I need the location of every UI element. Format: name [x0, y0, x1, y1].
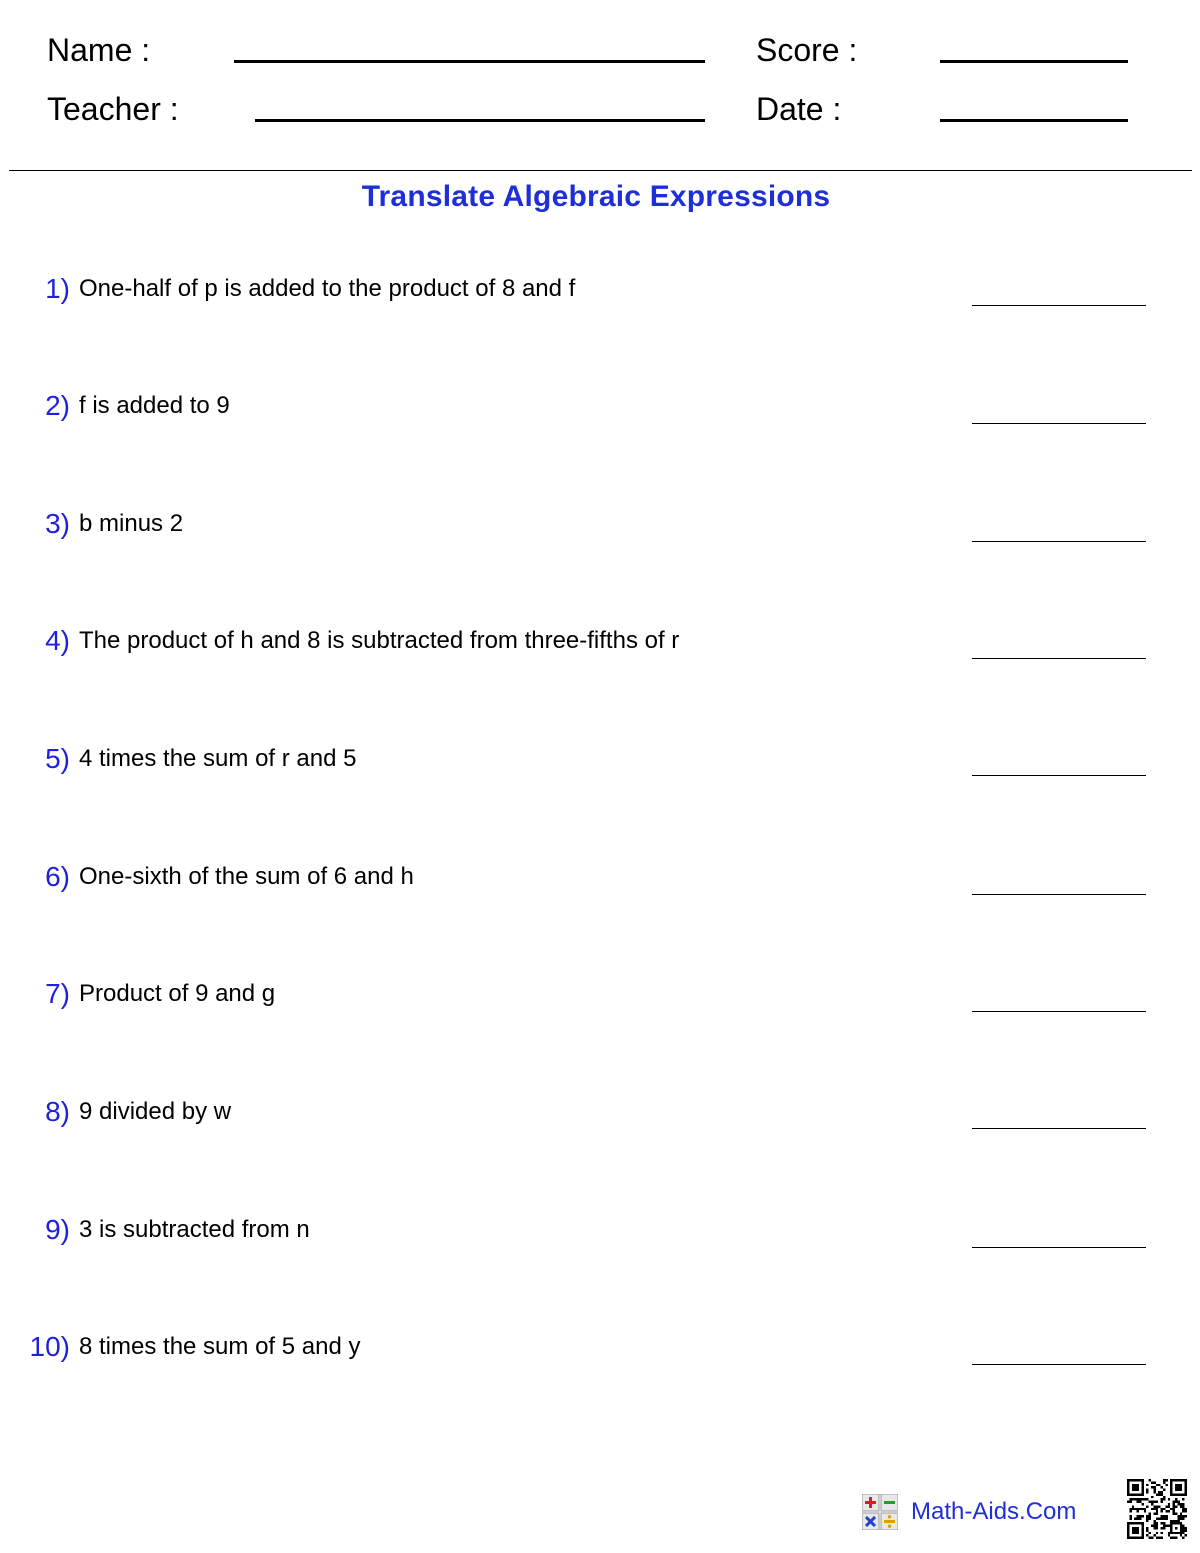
- problem-number: 9): [45, 1214, 70, 1245]
- problem-number: 3): [45, 508, 70, 539]
- qr-code-icon: [1127, 1479, 1187, 1539]
- problem-item: [0, 1213, 1200, 1253]
- problem-item: [0, 389, 1200, 429]
- date-label: Date :: [756, 91, 842, 127]
- header-divider: [9, 170, 1192, 171]
- problem-text: 9 divided by w: [79, 1098, 232, 1125]
- teacher-label: Teacher :: [47, 91, 179, 127]
- problem-number: 7): [45, 978, 70, 1009]
- problem-text: 3 is subtracted from n: [79, 1216, 310, 1243]
- problem-text: One-sixth of the sum of 6 and h: [79, 863, 414, 890]
- problem-item: [0, 624, 1200, 664]
- problem-number: 8): [45, 1096, 70, 1127]
- name-label: Name :: [47, 32, 151, 68]
- footer-site-link[interactable]: Math-Aids.Com: [911, 1498, 1077, 1525]
- answer-line[interactable]: [972, 1011, 1146, 1012]
- problem-item: [0, 272, 1200, 312]
- problem-text: f is added to 9: [79, 392, 230, 419]
- answer-line[interactable]: [972, 423, 1146, 424]
- teacher-blank[interactable]: [255, 119, 705, 122]
- math-operations-icon: [862, 1494, 898, 1530]
- problem-text: 4 times the sum of r and 5: [79, 745, 357, 772]
- date-blank[interactable]: [940, 119, 1128, 122]
- score-blank[interactable]: [940, 60, 1128, 63]
- name-blank[interactable]: [234, 60, 705, 63]
- problem-text: One-half of p is added to the product of 8 and f: [79, 275, 576, 302]
- answer-line[interactable]: [972, 658, 1146, 659]
- problem-item: [0, 742, 1200, 782]
- problem-item: [0, 507, 1200, 547]
- problem-item: [0, 1095, 1200, 1135]
- answer-line[interactable]: [972, 1128, 1146, 1129]
- problem-text: b minus 2: [79, 510, 184, 537]
- problem-number: 1): [45, 273, 70, 304]
- answer-line[interactable]: [972, 894, 1146, 895]
- answer-line[interactable]: [972, 541, 1146, 542]
- answer-line[interactable]: [972, 1364, 1146, 1365]
- problem-number: 10): [29, 1331, 70, 1362]
- problem-number: 5): [45, 743, 70, 774]
- problem-item: [0, 860, 1200, 900]
- problem-number: 2): [45, 390, 70, 421]
- problem-text: The product of h and 8 is subtracted from three-fifths of r: [79, 627, 680, 654]
- answer-line[interactable]: [972, 1247, 1146, 1248]
- score-label: Score :: [756, 32, 858, 68]
- problem-item: [0, 977, 1200, 1017]
- problem-item: [0, 1330, 1200, 1370]
- answer-line[interactable]: [972, 775, 1146, 776]
- problem-number: 6): [45, 861, 70, 892]
- problem-number: 4): [45, 625, 70, 656]
- problem-text: Product of 9 and g: [79, 980, 276, 1007]
- page-title: Translate Algebraic Expressions: [361, 180, 831, 213]
- answer-line[interactable]: [972, 305, 1146, 306]
- problem-text: 8 times the sum of 5 and y: [79, 1333, 361, 1360]
